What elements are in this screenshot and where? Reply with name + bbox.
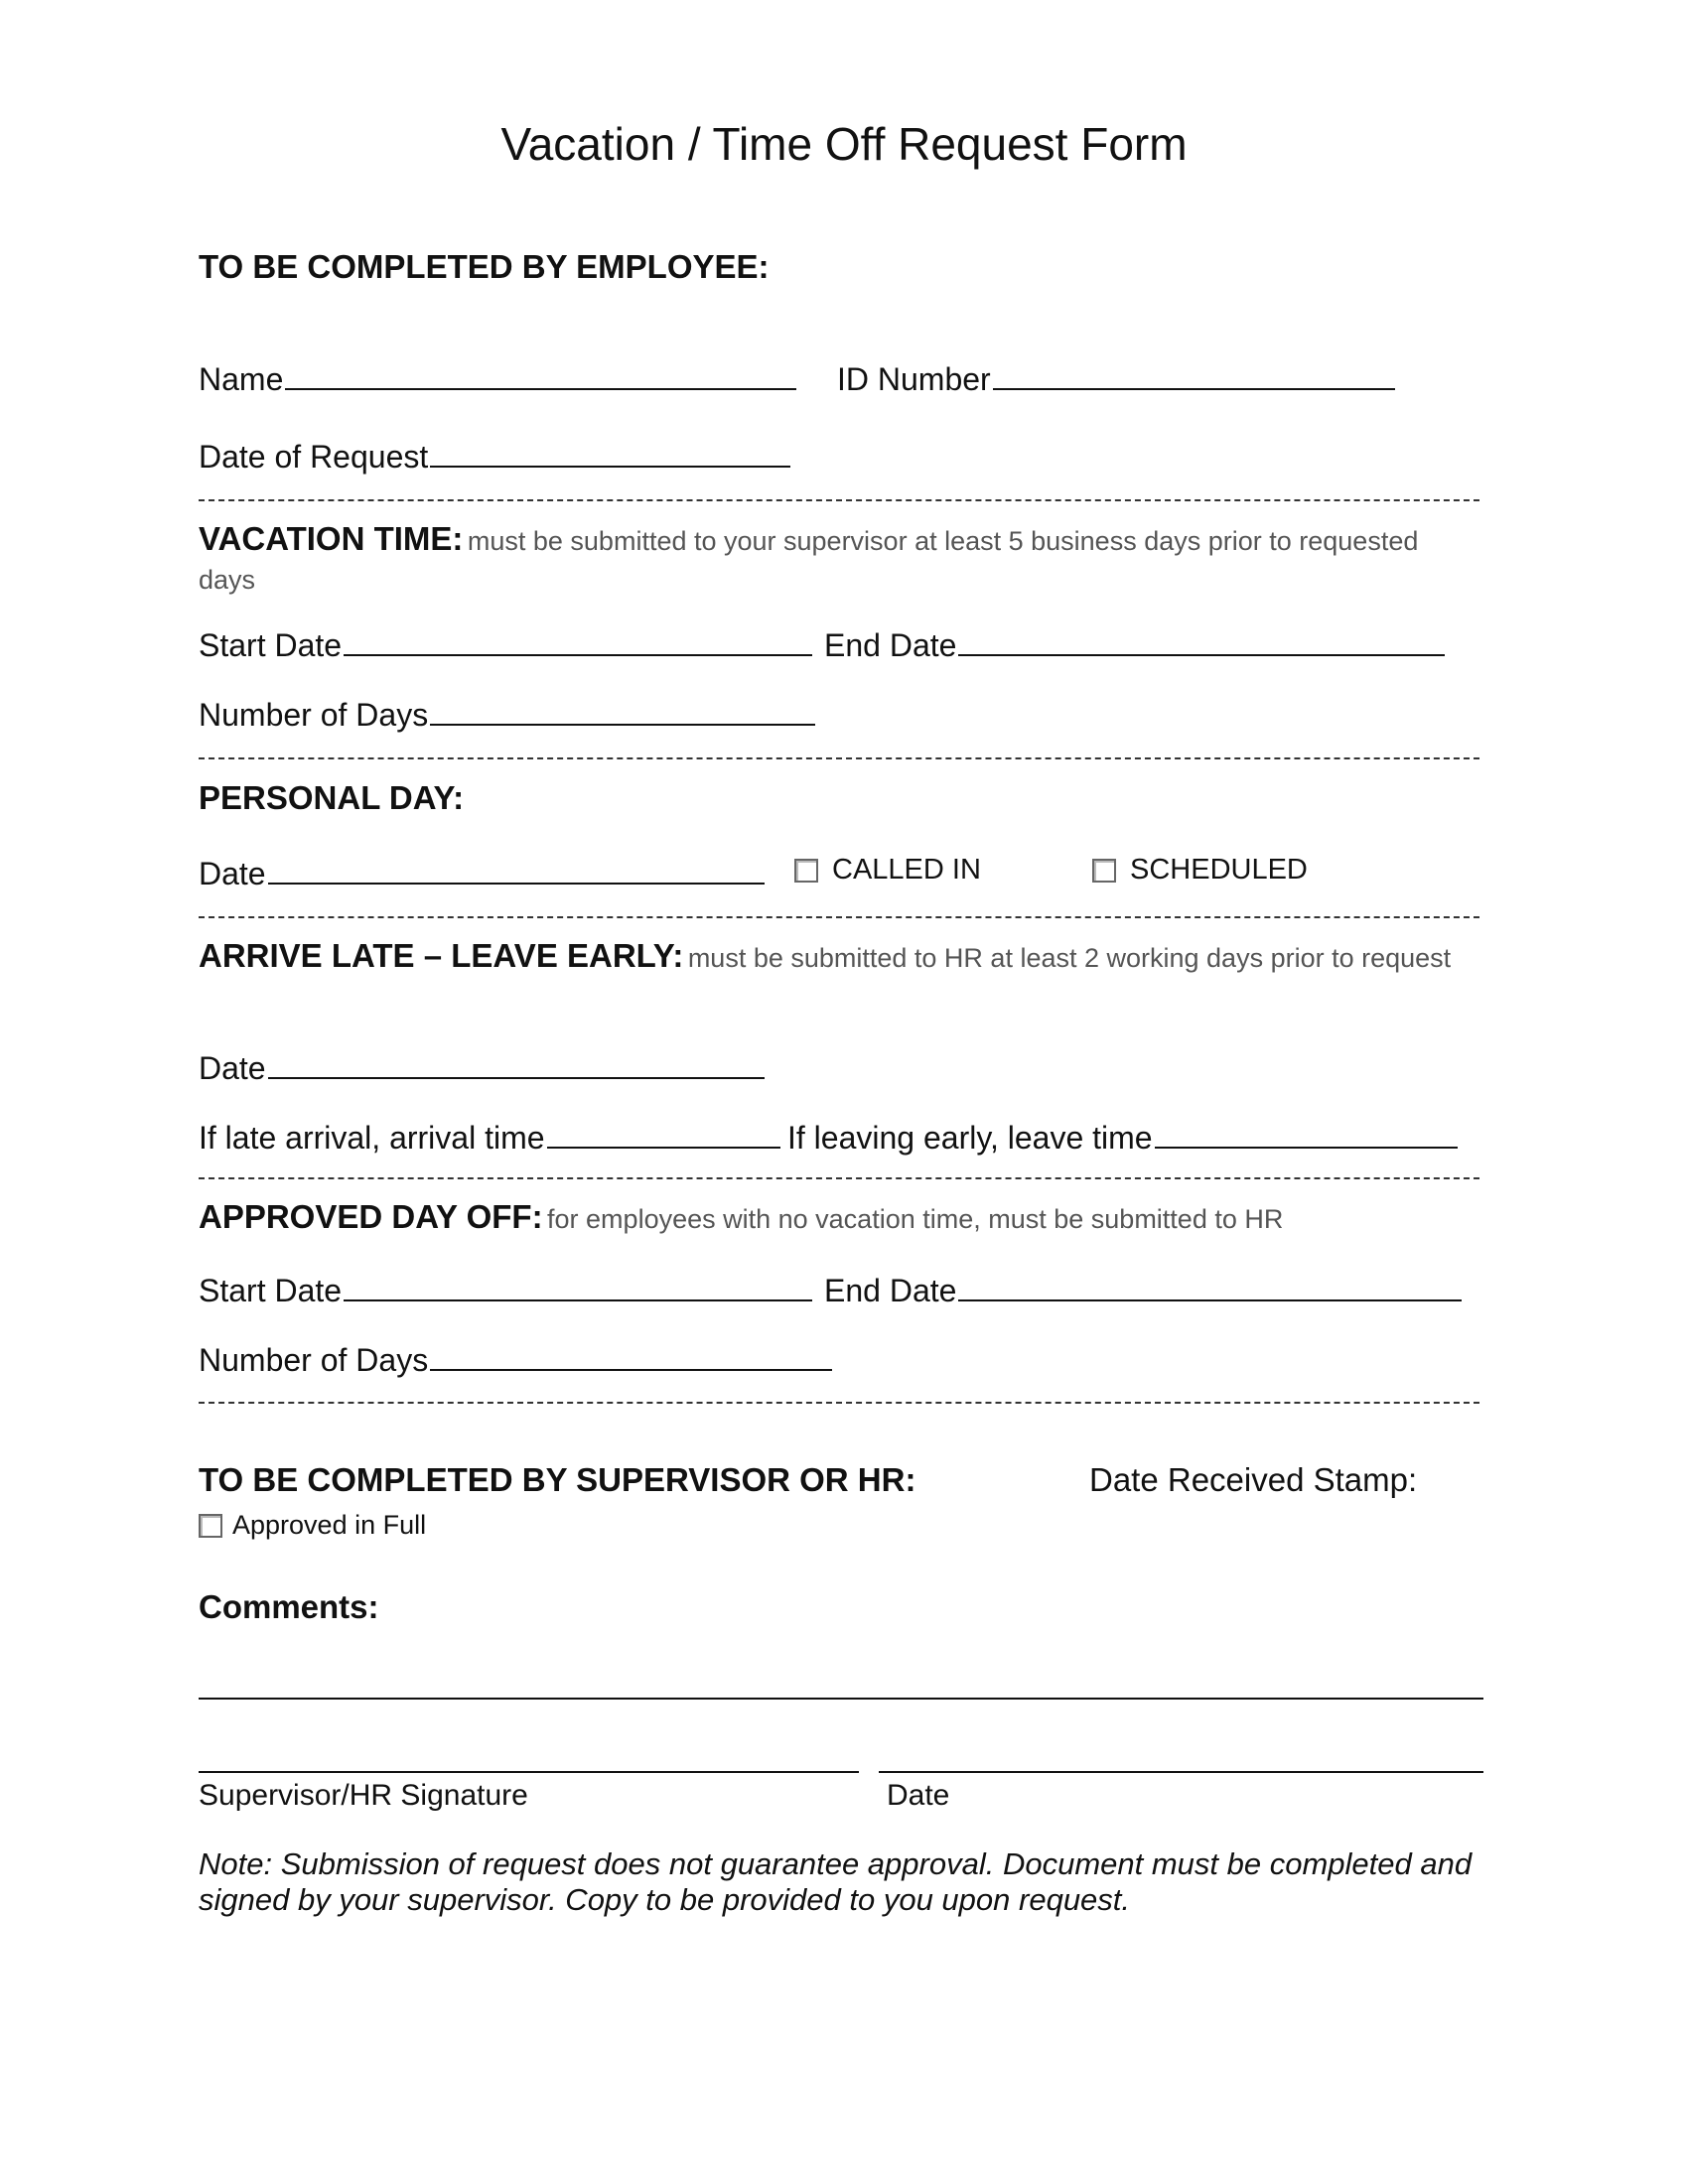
vacation-start-date-field[interactable]: [199, 627, 812, 664]
arrive-late-heading: ARRIVE LATE – LEAVE EARLY:: [199, 937, 684, 974]
approved-day-off-heading: APPROVED DAY OFF:: [199, 1198, 543, 1235]
approved-start-date-field[interactable]: [199, 1273, 812, 1309]
approved-end-date-input-line[interactable]: [958, 1274, 1462, 1301]
date-received-stamp-label: Date Received Stamp:: [1089, 1461, 1418, 1498]
arrive-late-section-header: [199, 938, 1479, 980]
arrival-time-label: If late arrival, arrival time: [199, 1120, 545, 1156]
checkbox-icon[interactable]: [199, 1514, 222, 1538]
approved-end-date-field[interactable]: [824, 1273, 1462, 1309]
approved-start-date-input-line[interactable]: [344, 1274, 812, 1301]
vacation-note: must be submitted to your supervisor at least 5 business days prior to requested days: [199, 526, 1419, 595]
section-divider: [199, 757, 1479, 759]
section-divider: [199, 916, 1479, 918]
comments-input-line[interactable]: [199, 1698, 1483, 1700]
personal-day-heading: PERSONAL DAY:: [199, 779, 465, 816]
personal-day-date-label: Date: [199, 856, 266, 891]
approved-number-of-days-input-line[interactable]: [430, 1343, 832, 1371]
scheduled-label: SCHEDULED: [1130, 854, 1308, 886]
approved-number-of-days-field[interactable]: [199, 1342, 832, 1379]
vacation-heading: VACATION TIME:: [199, 520, 464, 557]
called-in-label: CALLED IN: [832, 854, 981, 886]
date-of-request-field[interactable]: [199, 439, 790, 476]
vacation-section-header: [199, 522, 1479, 602]
arrival-time-field[interactable]: [199, 1120, 780, 1157]
checkbox-icon[interactable]: [1092, 859, 1116, 883]
date-of-request-input-line[interactable]: [430, 440, 790, 468]
called-in-checkbox[interactable]: [794, 854, 981, 887]
section-divider: [199, 499, 1479, 501]
name-label: Name: [199, 361, 284, 397]
id-number-field[interactable]: [837, 361, 1395, 398]
approved-day-off-note: for employees with no vacation time, must be submitted to HR: [547, 1204, 1284, 1234]
vacation-number-of-days-field[interactable]: [199, 697, 815, 734]
arrive-late-date-input-line[interactable]: [268, 1051, 765, 1079]
section-divider: [199, 1402, 1479, 1404]
checkbox-icon[interactable]: [794, 859, 818, 883]
signature-date-label: Date: [887, 1779, 950, 1812]
arrive-late-note: must be submitted to HR at least 2 working days prior to request: [687, 943, 1452, 973]
approved-day-off-section-header: [199, 1199, 1479, 1242]
name-field[interactable]: [199, 361, 796, 398]
section-divider: [199, 1177, 1479, 1179]
personal-day-date-input-line[interactable]: [268, 857, 765, 885]
approved-in-full-checkbox[interactable]: [199, 1510, 426, 1541]
approved-end-date-label: End Date: [824, 1273, 957, 1308]
scheduled-checkbox[interactable]: [1092, 854, 1308, 887]
vacation-end-date-input-line[interactable]: [958, 628, 1445, 656]
supervisor-section-heading: TO BE COMPLETED BY SUPERVISOR OR HR:: [199, 1461, 916, 1498]
footer-note: Note: Submission of request does not guarantee approval. Document must be completed and signed by your supervisor. Copy to be provided to you upon request.: [199, 1846, 1473, 1917]
leave-time-label: If leaving early, leave time: [787, 1120, 1153, 1156]
vacation-start-date-input-line[interactable]: [344, 628, 812, 656]
arrive-late-date-field[interactable]: [199, 1050, 765, 1087]
id-number-input-line[interactable]: [993, 362, 1395, 390]
leave-time-input-line[interactable]: [1155, 1121, 1458, 1149]
arrive-late-date-label: Date: [199, 1050, 266, 1086]
form-title: Vacation / Time Off Request Form: [500, 118, 1188, 170]
comments-label: Comments:: [199, 1588, 379, 1625]
vacation-end-date-label: End Date: [824, 627, 957, 663]
name-input-line[interactable]: [285, 362, 796, 390]
vacation-start-date-label: Start Date: [199, 627, 343, 663]
signature-date-input-line[interactable]: [879, 1771, 1483, 1773]
employee-section-heading: TO BE COMPLETED BY EMPLOYEE:: [199, 248, 770, 285]
arrival-time-input-line[interactable]: [547, 1121, 780, 1149]
date-of-request-label: Date of Request: [199, 439, 429, 475]
signature-label: Supervisor/HR Signature: [199, 1779, 528, 1812]
leave-time-field[interactable]: [787, 1120, 1458, 1157]
approved-number-of-days-label: Number of Days: [199, 1342, 429, 1378]
personal-day-date-field[interactable]: [199, 856, 765, 892]
vacation-number-of-days-label: Number of Days: [199, 697, 429, 733]
id-number-label: ID Number: [837, 361, 991, 397]
approved-start-date-label: Start Date: [199, 1273, 343, 1308]
vacation-end-date-field[interactable]: [824, 627, 1445, 664]
vacation-number-of-days-input-line[interactable]: [430, 698, 815, 726]
signature-input-line[interactable]: [199, 1771, 859, 1773]
approved-in-full-label: Approved in Full: [232, 1510, 427, 1540]
